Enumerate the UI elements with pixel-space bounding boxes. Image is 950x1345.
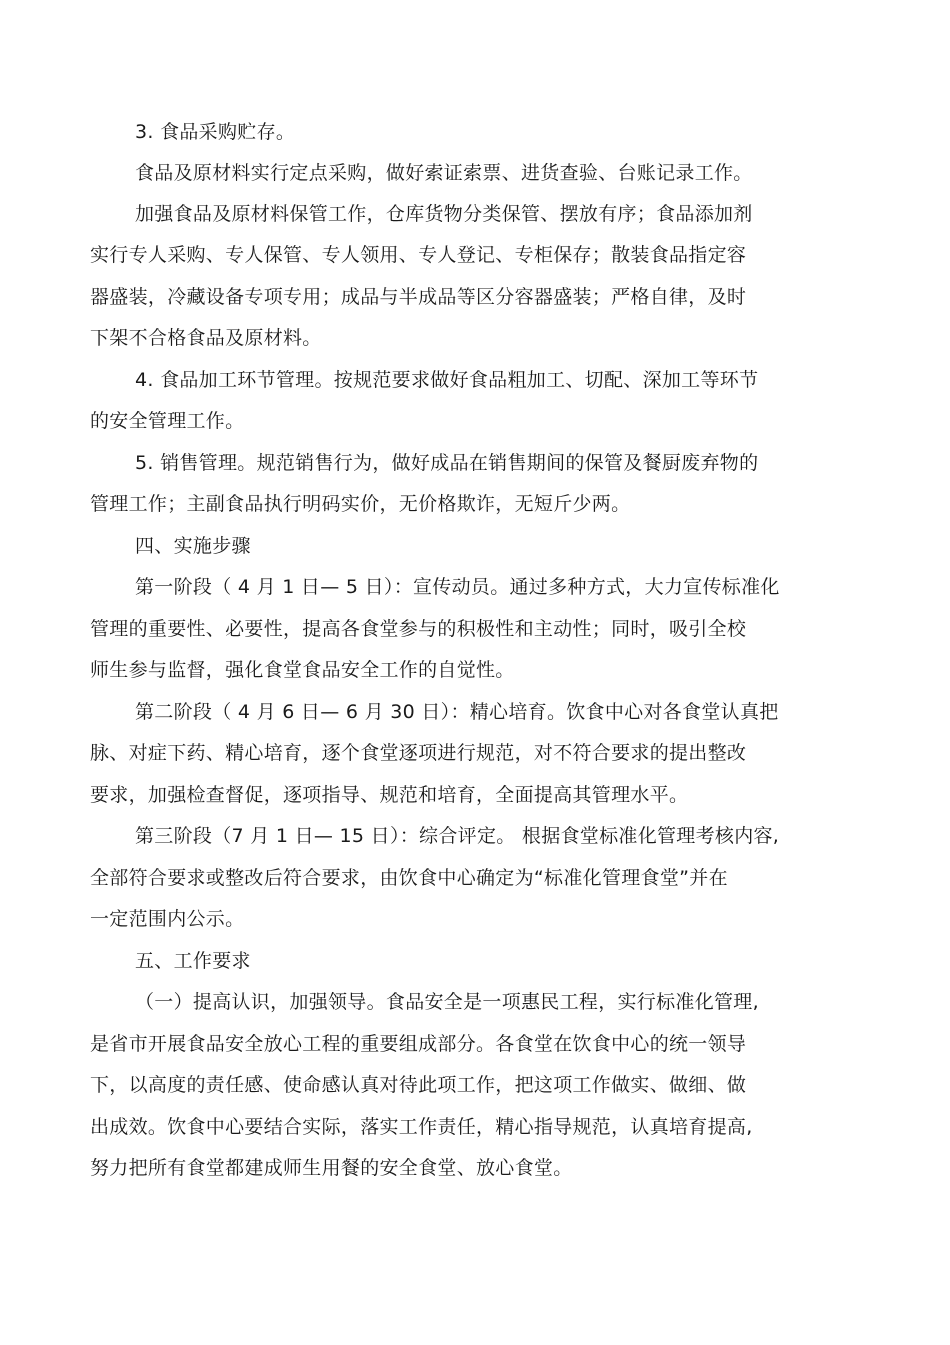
item-4-line: 4. 食品加工环节管理。按规范要求做好食品粗加工、切配、深加工等环节 (135, 369, 759, 391)
paragraph-line: 管理工作；主副食品执行明码实价，无价格欺诈，无短斤少两。 (90, 493, 631, 515)
paragraph-line: 下架不合格食品及原材料。 (90, 327, 322, 349)
paragraph-line: 努力把所有食堂都建成师生用餐的安全食堂、放心食堂。 (90, 1157, 573, 1179)
paragraph-line: 实行专人采购、专人保管、专人领用、专人登记、专柜保存；散装食品指定容 (90, 244, 747, 266)
paragraph-line: 加强食品及原材料保管工作，仓库货物分类保管、摆放有序；食品添加剂 (135, 203, 753, 225)
paragraph-line: 食品及原材料实行定点采购，做好索证索票、进货查验、台账记录工作。 (135, 162, 753, 184)
paragraph-line: 师生参与监督，强化食堂食品安全工作的自觉性。 (90, 659, 515, 681)
paragraph-line: 的安全管理工作。 (90, 410, 245, 432)
requirement-1-line: （一）提高认识，加强领导。食品安全是一项惠民工程，实行标准化管理, (135, 991, 759, 1013)
paragraph-line: 是省市开展食品安全放心工程的重要组成部分。各食堂在饮食中心的统一领导 (90, 1033, 747, 1055)
paragraph-line: 下，以高度的责任感、使命感认真对待此项工作，把这项工作做实、做细、做 (90, 1074, 747, 1096)
paragraph-line: 出成效。饮食中心要结合实际，落实工作责任，精心指导规范，认真培育提高, (90, 1116, 753, 1138)
paragraph-line: 器盛装，冷藏设备专项专用；成品与半成品等区分容器盛装；严格自律，及时 (90, 286, 747, 308)
section-heading-4: 四、实施步骤 (135, 535, 251, 557)
item-3-heading: 3. 食品采购贮存。 (135, 121, 296, 143)
phase-2-line: 第二阶段（ 4 月 6 日— 6 月 30 日）：精心培育。饮食中心对各食堂认真把 (135, 701, 779, 723)
item-5-line: 5. 销售管理。规范销售行为，做好成品在销售期间的保管及餐厨废弃物的 (135, 452, 759, 474)
paragraph-line: 全部符合要求或整改后符合要求，由饮食中心确定为“标准化管理食堂”并在 (90, 867, 728, 889)
paragraph-line: 一定范围内公示。 (90, 908, 245, 930)
paragraph-line: 管理的重要性、必要性，提高各食堂参与的积极性和主动性；同时，吸引全校 (90, 618, 747, 640)
paragraph-line: 要求，加强检查督促，逐项指导、规范和培育，全面提高其管理水平。 (90, 784, 689, 806)
section-heading-5: 五、工作要求 (135, 950, 251, 972)
paragraph-line: 脉、对症下药、精心培育，逐个食堂逐项进行规范，对不符合要求的提出整改 (90, 742, 747, 764)
phase-1-line: 第一阶段（ 4 月 1 日— 5 日）：宣传动员。通过多种方式，大力宣传标准化 (135, 576, 780, 598)
phase-3-line: 第三阶段（7 月 1 日— 15 日）：综合评定。 根据食堂标准化管理考核内容, (135, 825, 780, 847)
